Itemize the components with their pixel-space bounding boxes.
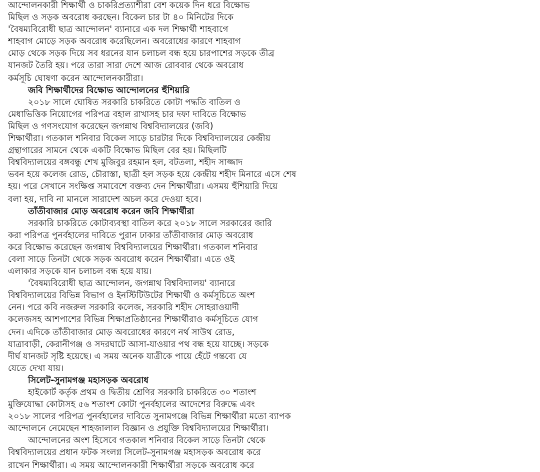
text-line: মিছিল ও সড়ক অবরোধ করছেন। বিকেল চার টা ৪০ মিনিটের দিকে (8, 13, 234, 24)
text-line: বিশ্ববিদ্যালয়ের বিভিন্ন বিভাগ ও ইনস্টিটিউটের শিক্ষার্থী ও কর্মসূচিতে অংশ (8, 291, 256, 302)
text-line: 'বৈষম্যবিরোধী ছাত্র আন্দোলন' ব্যানারে এক দল শিক্ষার্থী শাহবাগে (8, 25, 229, 36)
text-line: যেতে দেখা যায়। (8, 363, 64, 374)
text-line: যাত্রাবাড়ী, কেরানীগঞ্জ ও সদরঘাটে আসা-যাওয়ার পথ বন্ধ হয়ে যাচ্ছে। সড়কে (8, 339, 269, 350)
text-line: হয়। পরে সেখানে সংক্ষিপ্ত সমাবেশে বক্তব্য দেন শিক্ষার্থীরা। এসময় হুঁশিয়ারি দিয়ে (8, 182, 278, 193)
text-line: আন্দোলনের অংশ হিসেবে গতকাল শনিবার বিকেল সাড়ে তিনটা থেকে (28, 436, 266, 447)
text-line: শাহবাগ মোড়ে সড়ক অবরোধ করেছিলেন। অবরোধের কারণে শাহবাগ (8, 37, 241, 48)
text-line: যানজট তৈরি হয়। পরে তারা সারা দেশে আজ রোববার থেকে অবরোধ (8, 61, 244, 72)
text-line: রাখেন শিক্ষার্থীরা। এ সময় আন্দোলনকারী শিক্ষার্থীরা সড়কে অবরোধ করে (8, 460, 255, 471)
text-line: করা পরিপত্র পুনর্বহালের দাবিতে পুরান ঢাকার তাঁতীবাজার মোড় অবরোধ (8, 230, 254, 241)
text-line: হাইকোর্ট কর্তৃক প্রথম ও দ্বিতীয় শ্রেণির সরকারি চাকরিতে ৩০ শতাংশ (28, 388, 257, 398)
section-heading: তাঁতীবাজার মোড় অবরোধ করেন জবি শিক্ষার্থীরা (28, 206, 195, 217)
news-article (8, 0, 466, 471)
text-line: মিছিল ও গণসংযোগ করেছেন জগন্নাথ বিশ্ববিদ্যালয়ের (জবি) (8, 121, 214, 132)
text-line: মেধাভিত্তিক নিয়োগের পরিপত্র বহাল রাখাসহ চার দফা দাবিতে বিক্ষোভ (8, 109, 247, 120)
text-line: দীর্ঘ যানজট সৃষ্টি হয়েছে। এ সময় অনেক যাত্রীকে পায়ে হেঁটে গন্তব্যে যে (8, 351, 247, 362)
text-line: মুক্তিযোদ্ধা কোটাসহ ৫৬ শতাংশ কোটা পুনর্বহালের আদেশের বিরুদ্ধে এবং (8, 400, 255, 411)
text-line: কর্মসূচি ঘোষণা করেন আন্দোলনকারীরা। (8, 73, 144, 84)
text-line: বেলা সাড়ে তিনটা থেকে সড়ক অবরোধ করেন শিক্ষার্থীরা। এতে ওই (8, 254, 235, 265)
text-line: ২০১৮ সালের পরিপত্র পুনর্বহালের দাবিতে সুনামগঞ্জে বিভিন্ন শিক্ষার্থীরা মতো ব্যাপক (8, 412, 291, 423)
text-line: নেন। পরে কবি নজরুল সরকারি কলেজ, সরকারি শহীদ সোহরাওয়ার্দী (8, 303, 240, 314)
text-line: সরকারি চাকরিতে কোটাব্যবস্থা বাতিল করে ২০১৮ সালে সরকারের জারি (28, 218, 272, 229)
text-line: 'বৈষম্যবিরোধী ছাত্র আন্দোলন, জগন্নাথ বিশ্ববিদ্যালয়' ব্যানারে (28, 279, 236, 290)
text-line: বিশ্ববিদ্যালয়ের প্রধান ফটক সংলগ্ন সিলেট-সুনামগঞ্জ মহাসড়ক অবরোধ করে (8, 448, 261, 459)
text-line: শিক্ষার্থীরা। গতকাল শনিবার বিকেল সাড়ে চারটার দিকে বিশ্ববিদ্যালয়ের কেন্দ্রীয় (8, 134, 271, 145)
text-line: গ্রন্থাগারের সামনে থেকে একটি বিক্ষোভ মিছিল বের হয়। মিছিলটি (8, 146, 227, 157)
text-line: করে বিক্ষোভ করেছেন জগন্নাথ বিশ্ববিদ্যালয়ের শিক্ষার্থীরা। গতকাল শনিবার (8, 242, 258, 253)
text-line: দেন। এদিকে তাঁতীবাজার মোড় অবরোধের কারণে নর্থ সাউথ রোড, (8, 327, 235, 338)
text-line: কলেজসহ আশপাশের বিভিন্ন শিক্ষাপ্রতিষ্ঠানের শিক্ষার্থীরাও কর্মসূচিতে যোগ (8, 315, 259, 326)
section-heading: জবি শিক্ষার্থীদের বিক্ষোভ আন্দোলনের হুঁশিয়ারি (28, 85, 190, 96)
text-line: বিশ্ববিদ্যালয়ের বঙ্গবন্ধু শেখ মুজিবুর রহমান হল, বটতলা, শহীদ সাজ্জাদ (8, 158, 243, 169)
section-heading: সিলেট-সুনামগঞ্জ মহাসড়ক অবরোধ (28, 375, 149, 386)
text-line: আন্দোলনে নেমেছেন শাহজালাল বিজ্ঞান ও প্রযুক্তি বিশ্ববিদ্যালয়ের শিক্ষার্থীরা। (8, 424, 269, 435)
text-line: বলা হয়, দাবি না মানলে সারাদেশ অচল করে দেওয়া হবে। (8, 194, 202, 205)
text-line: ২০১৮ সালে ঘোষিত সরকারি চাকরিতে কোটা পদ্ধতি বাতিল ও (28, 97, 241, 108)
text-line: মোড় থেকে সড়ক দিয়ে সব ধরনের যান চলাচল বন্ধ হয়ে চারপাশের সড়কে তীব্র (8, 49, 275, 60)
text-line: ভবন হয়ে কলেজ রোড, চৌরাস্তা, ছাত্রী হল সড়ক হয়ে কেন্দ্রীয় শহীদ মিনারে এসে শেষ (8, 170, 297, 181)
text-line: এলাকার সড়কে যান চলাচল বন্ধ হয়ে যায়। (8, 267, 152, 278)
text-line: আন্দোলনকারী শিক্ষার্থী ও চাকরিপ্রত্যাশীরা বেশ কয়েক দিন ধরে বিক্ষোভ (8, 1, 250, 11)
